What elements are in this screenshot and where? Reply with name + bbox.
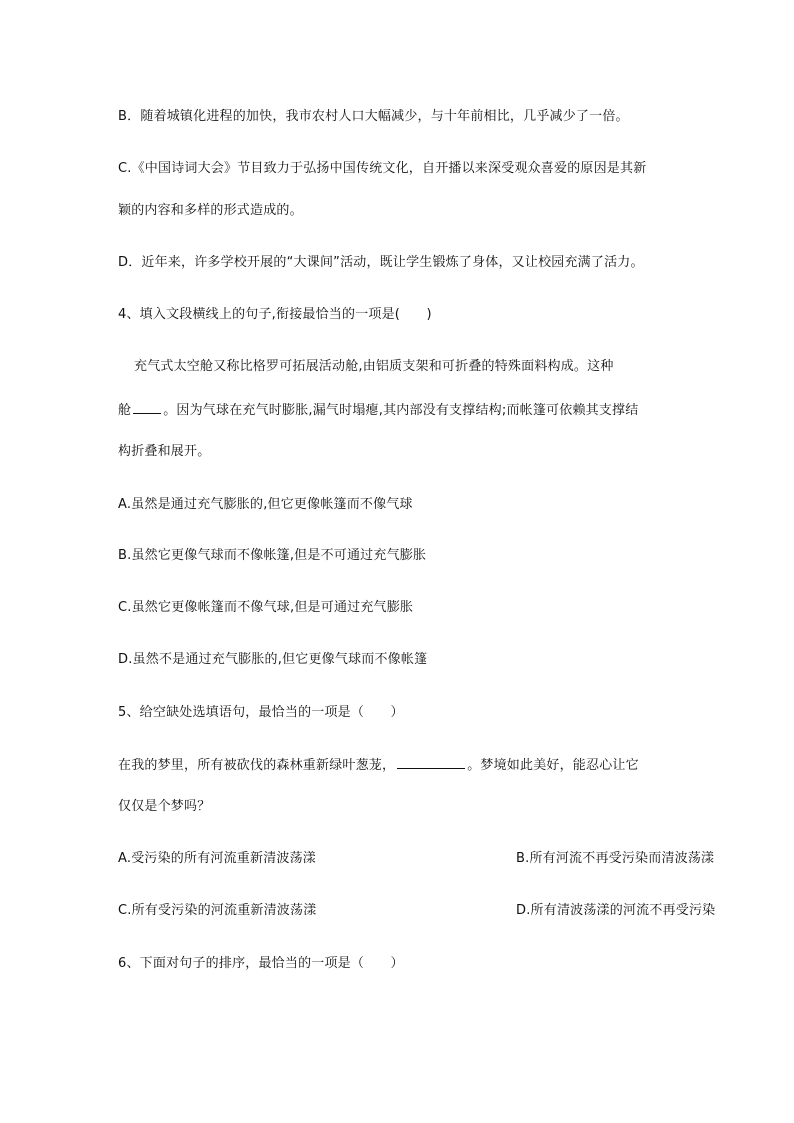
question-5-sentence-end: 仅仅是个梦吗？ bbox=[118, 799, 211, 814]
option-b-text: B．随着城镇化进程的加快，我市农村人口大幅减少，与十年前相比，几乎减少了一倍。 bbox=[118, 109, 629, 124]
question-6-stem: 6、下面对句子的排序，最恰当的一项是（ ） bbox=[118, 956, 404, 971]
question-5-option-d: D.所有清波荡漾的河流不再受污染 bbox=[516, 903, 716, 918]
question-4-option-d: D.虽然不是通过充气膨胀的,但它更像气球而不像帐篷 bbox=[118, 652, 428, 667]
sentence-segment: 在我的梦里，所有被砍伐的森林重新绿叶葱茏， bbox=[118, 758, 396, 773]
question-5-option-a: A.受污染的所有河流重新清波荡漾 bbox=[118, 851, 316, 866]
question-4-option-c: C.虽然它更像帐篷而不像气球,但是可通过充气膨胀 bbox=[118, 600, 414, 615]
question-4-option-b: B.虽然它更像气球而不像帐篷,但是不可通过充气膨胀 bbox=[118, 548, 427, 563]
question-4-stem: 4、填入文段横线上的句子,衔接最恰当的一项是( ) bbox=[118, 307, 432, 322]
question-4-passage-blank-line bbox=[118, 401, 638, 420]
question-5-options-row2 bbox=[118, 902, 716, 920]
question-5-stem: 5、给空缺处选填语句，最恰当的一项是（ ） bbox=[118, 705, 404, 720]
option-c-text: C.《中国诗词大会》节目致力于弘扬中国传统文化，自开播以来深受观众喜爱的原因是其新 bbox=[118, 161, 647, 176]
passage-segment: 。因为气球在充气时膨胀,漏气时塌瘪,其内部没有支撑结构;而帐篷可依赖其支撑结 bbox=[163, 403, 639, 418]
answer-blank bbox=[133, 401, 161, 414]
question-5-option-c: C.所有受污染的河流重新清波荡漾 bbox=[118, 903, 317, 918]
passage-segment: 舱 bbox=[118, 403, 132, 418]
sentence-segment: 。梦境如此美好，能忍心让它 bbox=[467, 758, 639, 773]
question-5-option-b: B.所有河流不再受污染而清波荡漾 bbox=[516, 851, 715, 866]
question-5-sentence bbox=[118, 756, 639, 775]
question-4-option-a: A.虽然是通过充气膨胀的,但它更像帐篷而不像气球 bbox=[118, 497, 413, 512]
option-c-text-cont: 颖的内容和多样的形式造成的。 bbox=[118, 203, 303, 218]
question-4-passage: 充气式太空舱又称比格罗可拓展活动舱,由铝质支架和可折叠的特殊面料构成。这种 bbox=[134, 359, 614, 374]
answer-blank bbox=[397, 756, 465, 769]
question-4-passage-end: 构折叠和展开。 bbox=[118, 444, 211, 459]
option-d-text: D．近年来，许多学校开展的“大课间”活动，既让学生锻炼了身体，又让校园充满了活力。 bbox=[118, 255, 644, 270]
question-5-options-row1 bbox=[118, 850, 715, 868]
